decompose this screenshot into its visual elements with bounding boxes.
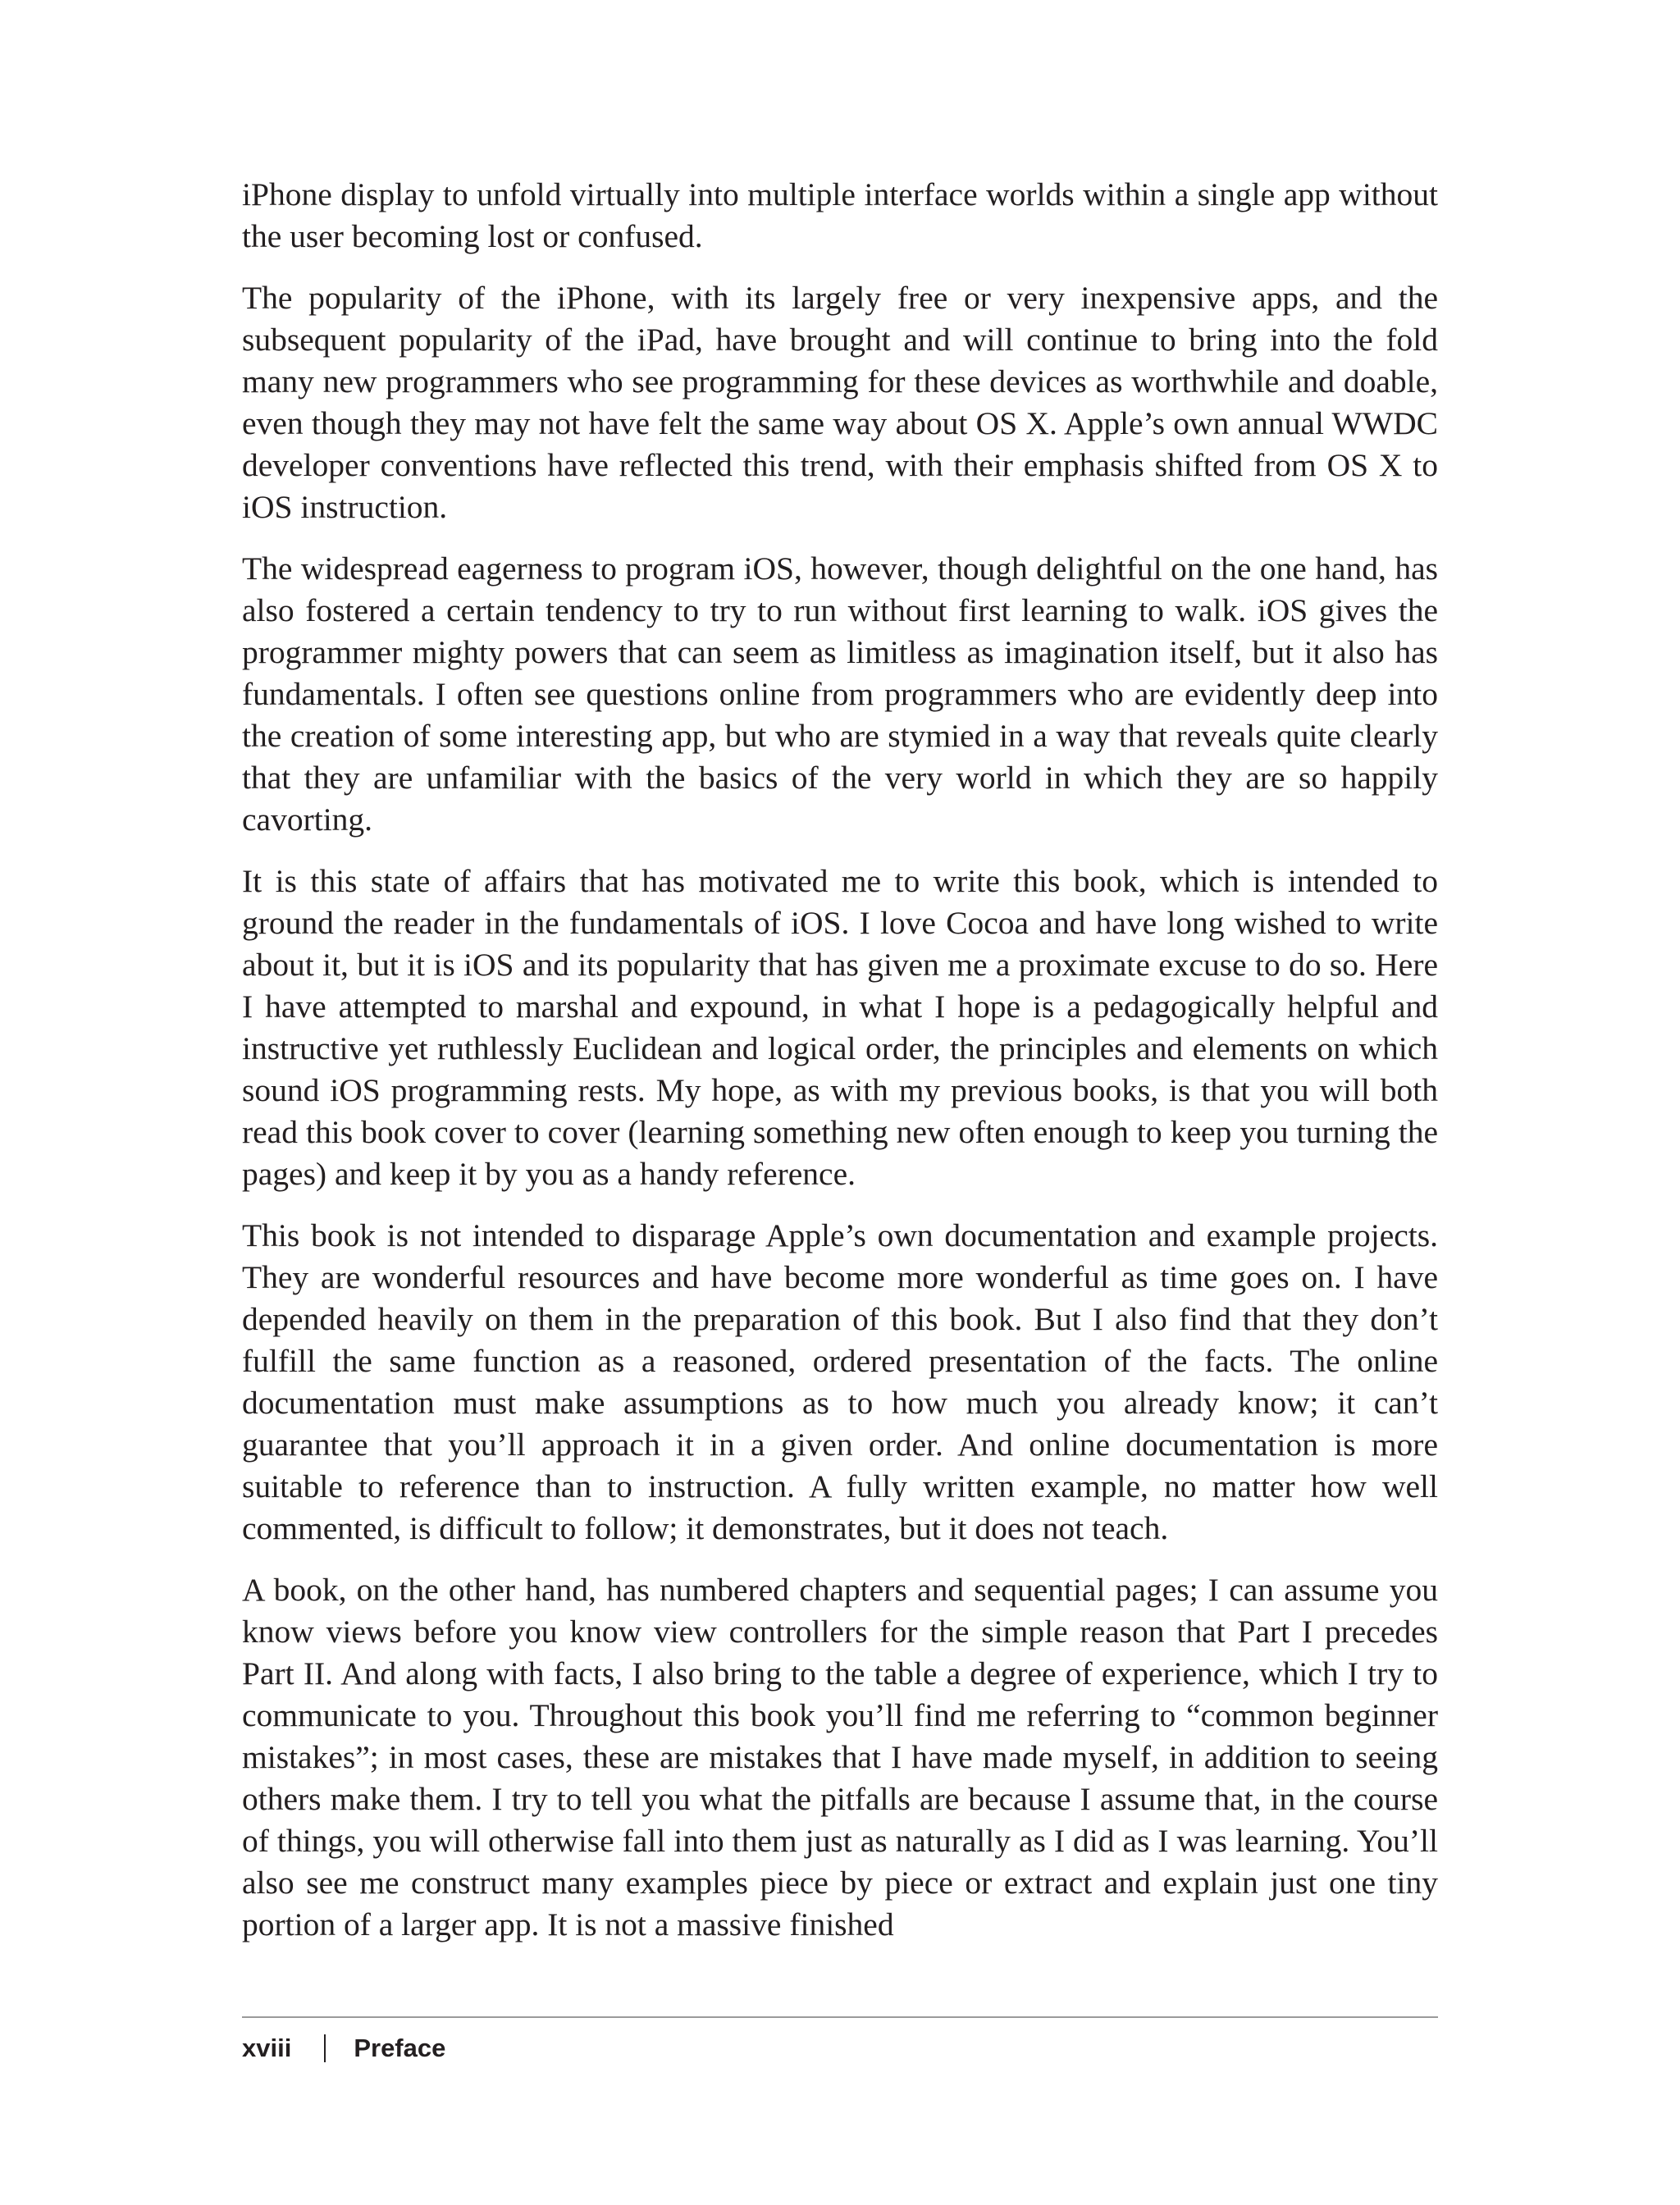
footer-row: [242, 2032, 1438, 2065]
paragraph-4: It is this state of affairs that has motivated me to write this book, which is intended to ground the reader in the fundamentals of iOS. I love Cocoa and have long wished to write about it, but it is iOS and its popularity that has given me a proximate excuse to do so. Here I have attempted to marshal and expound, in what I hope is a pedagogically helpful and instructive yet ruthlessly Euclidean and logical order, the principles and elements on which sound iOS programming rests. My hope, as with my previous books, is that you will both read this book cover to cover (learning something new often enough to keep you turning the pages) and keep it by you as a handy reference.: [242, 863, 1438, 1192]
paragraph-1: iPhone display to unfold virtually into multiple interface worlds within a single app without the user becoming lost or confused.: [242, 176, 1438, 254]
footer-divider: [242, 2016, 1438, 2018]
section-title: Preface: [354, 2034, 446, 2062]
paragraph-6: A book, on the other hand, has numbered chapters and sequential pages; I can assume you know views before you know view controllers for the simple reason that Part I precedes Part II. And along with facts, I also bring to the table a degree of experience, which I try to communicate to you. Throughout this book you’ll find me referring to “common beginner mistakes”; in most cases, these are mistakes that I have made myself, in addition to seeing others make them. I try to tell you what the pitfalls are because I assume that, in the course of things, you will otherwise fall into them just as naturally as I did as I was learning. You’ll also see me construct many examples piece by piece or extract and explain just one tiny portion of a larger app. It is not a massive finished: [242, 1572, 1438, 1942]
paragraph-5: This book is not intended to disparage Apple’s own documentation and example projects. They are wonderful resources and have become more wonderful as time goes on. I have depended heavily on them in the preparation of this book. But I also find that they don’t fulfill the same function as a reasoned, ordered presentation of the facts. The online documentation must make assumptions as to how much you already know; it can’t guarantee that you’ll approach it in a given order. And online documentation is more suitable to reference than to instruction. A fully written example, no matter how well commented, is difficult to follow; it demonstrates, but it does not teach.: [242, 1217, 1438, 1546]
page-body: [242, 174, 1438, 1965]
footer-separator: [324, 2034, 326, 2062]
paragraph-2: The popularity of the iPhone, with its largely free or very inexpensive apps, and the subsequent popularity of the iPad, have brought and will continue to bring into the fold many new programmers who see programming for these devices as worthwhile and doable, even though they may not have felt the same way about OS X. Apple’s own annual WWDC developer conventions have reflected this trend, with their emphasis shifted from OS X to iOS instruction.: [242, 280, 1438, 525]
paragraph-3: The widespread eagerness to program iOS, however, though delightful on the one hand, has also fostered a certain tendency to try to run without first learning to walk. iOS gives the programmer mighty powers that can seem as limitless as imagination itself, but it also has fundamentals. I often see questions online from programmers who are evidently deep into the creation of some interesting app, but who are stymied in a way that reveals quite clearly that they are unfamiliar with the basics of the very world in which they are so happily cavorting.: [242, 550, 1438, 838]
page-footer: [242, 2016, 1438, 2065]
page-number: xviii: [242, 2034, 292, 2062]
